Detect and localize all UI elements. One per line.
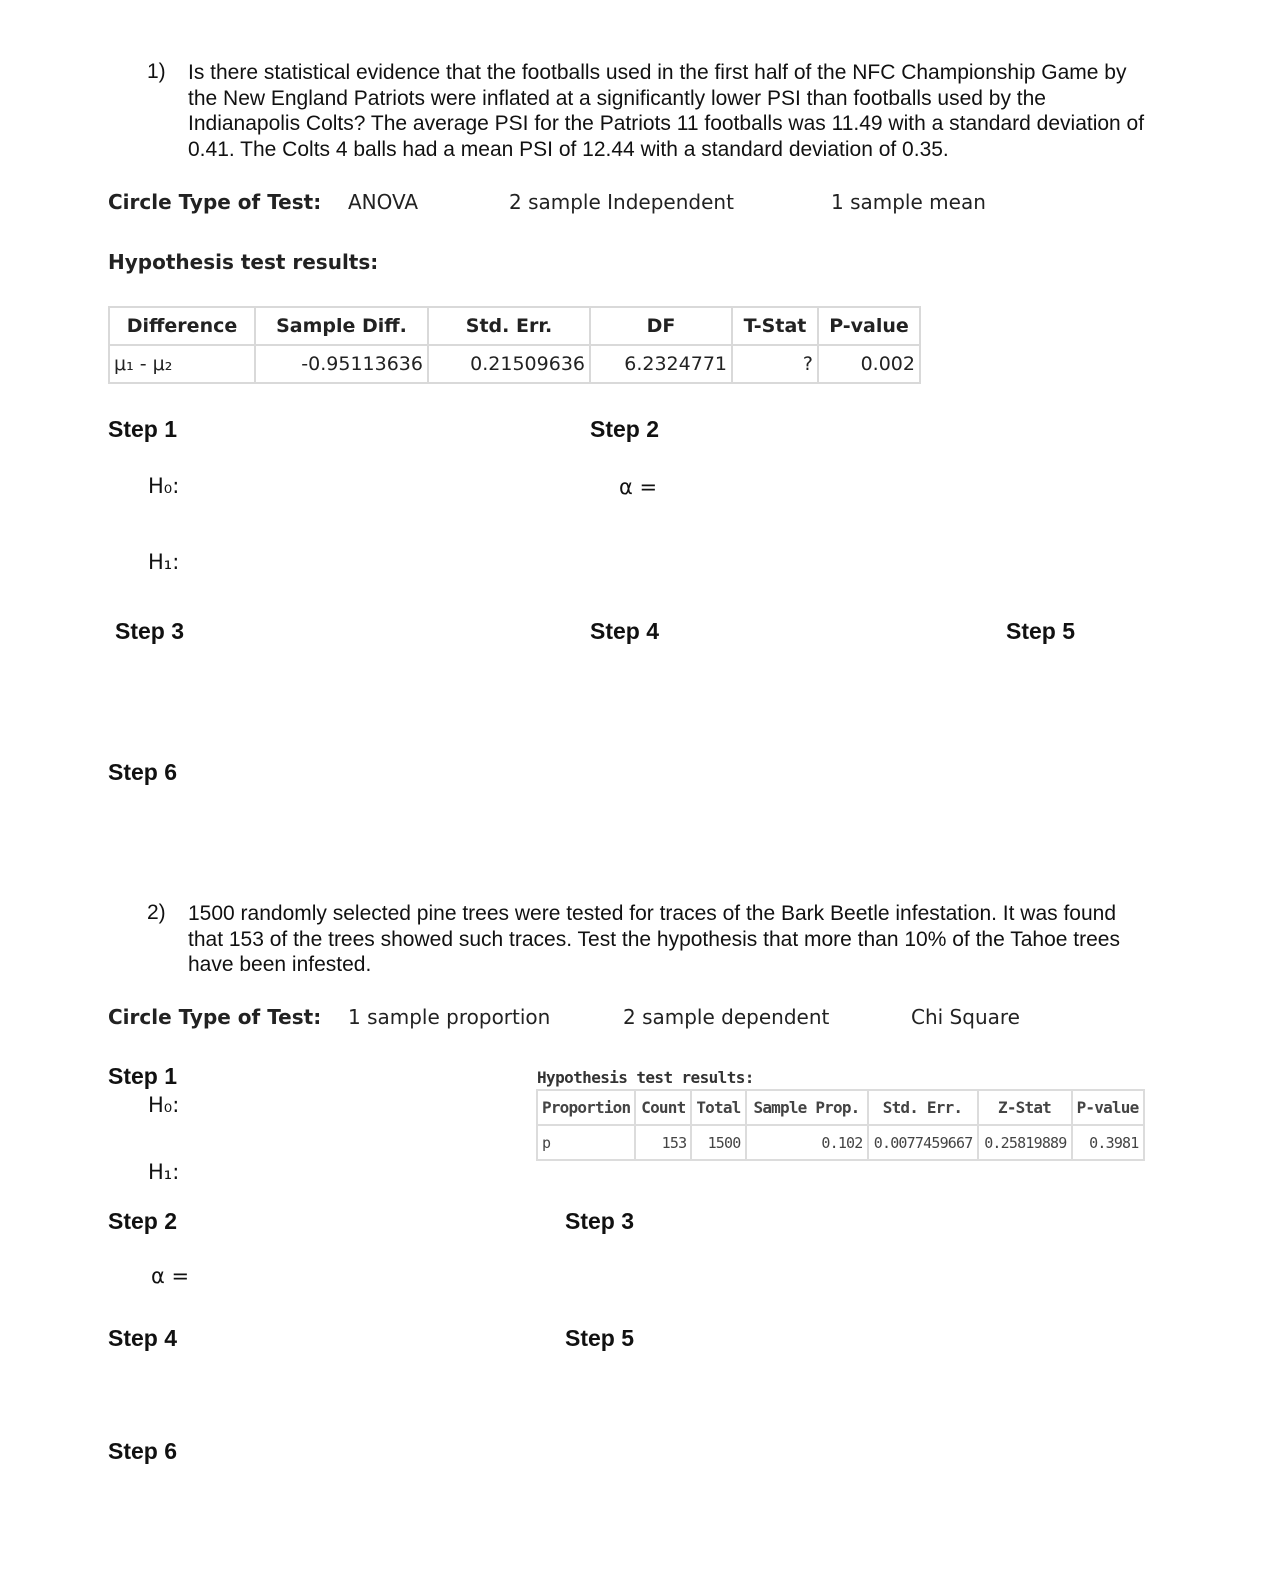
table-cell: 1500 xyxy=(691,1125,745,1160)
q1-step-4: Step 4 xyxy=(590,618,660,644)
table-header: P-value xyxy=(1072,1090,1144,1125)
table-row xyxy=(109,345,920,383)
q1-results-label: Hypothesis test results: xyxy=(108,250,379,274)
table-cell: 0.3981 xyxy=(1072,1125,1144,1160)
table-cell: 0.0077459667 xyxy=(868,1125,978,1160)
table-header: Count xyxy=(635,1090,691,1125)
q2-step-4: Step 4 xyxy=(108,1325,178,1351)
q1-option-anova[interactable]: ANOVA xyxy=(348,190,419,214)
table-cell: 0.25819889 xyxy=(978,1125,1072,1160)
q1-text: Is there statistical evidence that the footballs used in the first half of the NFC Championship Game by the New England Patriots were inflated at a significantly lower PSI than footballs used by the Indianapolis Colts? The average PSI for the Patriots 11 footballs was 11.49 with a standard deviation of 0.41. The Colts 4 balls had a mean PSI of 12.44 with a standard deviation of 0.35. xyxy=(188,61,1145,161)
table-header: Z-Stat xyxy=(978,1090,1072,1125)
q2-h0-label: H₀: xyxy=(148,1093,180,1117)
q1-step-6: Step 6 xyxy=(108,759,178,785)
table-header: T-Stat xyxy=(732,307,818,345)
q2-step-2: Step 2 xyxy=(108,1208,178,1234)
q2-option-1-sample-proportion[interactable]: 1 sample proportion xyxy=(348,1005,551,1029)
q1-step-1: Step 1 xyxy=(108,416,178,442)
q1-step-5: Step 5 xyxy=(1006,618,1076,644)
q2-step-3: Step 3 xyxy=(565,1208,635,1234)
table-cell: p xyxy=(537,1125,635,1160)
q1-number: 1) xyxy=(147,60,166,83)
q1-circle-type-label: Circle Type of Test: xyxy=(108,190,322,214)
q2-step-5: Step 5 xyxy=(565,1325,635,1351)
q2-alpha-label: α = xyxy=(151,1264,190,1288)
table-header-row xyxy=(537,1090,1144,1125)
q1-h1-label: H₁: xyxy=(148,550,180,574)
q2-results-table xyxy=(536,1089,1145,1161)
q2-results-label: Hypothesis test results: xyxy=(537,1068,754,1087)
q2-h1-label: H₁: xyxy=(148,1160,180,1184)
q2-number: 2) xyxy=(147,901,166,924)
table-header: Std. Err. xyxy=(428,307,590,345)
table-cell: 0.002 xyxy=(818,345,920,383)
q2-circle-type-label: Circle Type of Test: xyxy=(108,1005,322,1029)
q1-h0-label: H₀: xyxy=(148,474,180,498)
table-header: Proportion xyxy=(537,1090,635,1125)
table-cell: 0.21509636 xyxy=(428,345,590,383)
table-header-row xyxy=(109,307,920,345)
table-header: DF xyxy=(590,307,732,345)
table-header: Sample Diff. xyxy=(255,307,428,345)
q1-results-table xyxy=(108,306,921,384)
table-header: Total xyxy=(691,1090,745,1125)
table-cell: 6.2324771 xyxy=(590,345,732,383)
table-cell: -0.95113636 xyxy=(255,345,428,383)
table-row xyxy=(537,1125,1144,1160)
q1-step-2: Step 2 xyxy=(590,416,660,442)
table-header: Sample Prop. xyxy=(746,1090,868,1125)
table-header: Difference xyxy=(109,307,255,345)
table-cell: ? xyxy=(732,345,818,383)
table-cell: μ₁ - μ₂ xyxy=(109,345,255,383)
q2-step-6: Step 6 xyxy=(108,1438,178,1464)
q2-text: 1500 randomly selected pine trees were tested for traces of the Bark Beetle infestation. It was found that 153 of the trees showed such traces. Test the hypothesis that more than 10% of the Tahoe trees have been infested. xyxy=(188,902,1120,976)
q1-option-1-sample-mean[interactable]: 1 sample mean xyxy=(831,190,986,214)
q1-step-3: Step 3 xyxy=(115,618,185,644)
q2-option-chi-square[interactable]: Chi Square xyxy=(911,1005,1020,1029)
q2-step-1: Step 1 xyxy=(108,1063,178,1089)
q2-option-2-sample-dependent[interactable]: 2 sample dependent xyxy=(623,1005,830,1029)
q1-alpha-label: α = xyxy=(619,475,658,499)
table-header: Std. Err. xyxy=(868,1090,978,1125)
table-cell: 0.102 xyxy=(746,1125,868,1160)
table-header: P-value xyxy=(818,307,920,345)
table-cell: 153 xyxy=(635,1125,691,1160)
q1-option-2-sample-independent[interactable]: 2 sample Independent xyxy=(509,190,734,214)
